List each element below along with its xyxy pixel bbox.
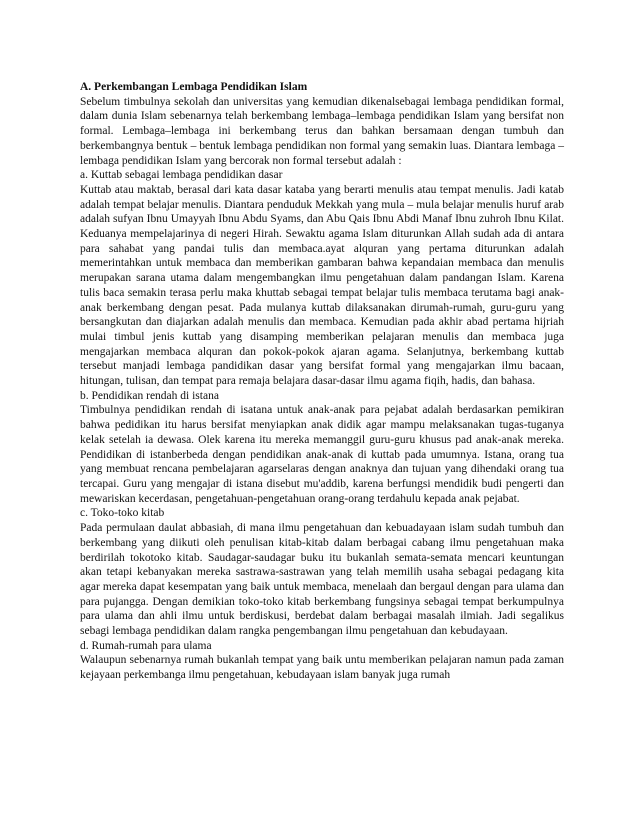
intro-paragraph: Sebelum timbulnya sekolah dan universitas yang kemudian dikenalsebagai lembaga pendidikan formal, dalam dunia Islam sebenarnya telah berkembang lembaga–lembaga pendidikan Islam yang bersifat non formal. Lembaga–lembaga ini berkembang terus dan bahkan bersamaan dengan tumbuh dan berkembangnya bentuk – bentuk lembaga pendidikan non formal yang semakin luas. Diantara lembaga – lembaga pendidikan Islam yang bercorak non formal tersebut adalah : [80,95,564,167]
subsection-title-kuttab: a. Kuttab sebagai lembaga pendidikan dasar [80,169,283,182]
subsection-title-toko-kitab: c. Toko-toko kitab [80,507,165,520]
subsection-body-toko-kitab: Pada permulaan daulat abbasiah, di mana ilmu pengetahuan dan kebuadayaan islam sudah tumbuh dan berkembang yang diikuti oleh penulisan kitab-kitab dalam berbagai cabang ilmu pengetahuan maka berdirilah tokotoko kitab. Saudagar-saudagar buku itu bukanlah semata-semata mencari keuntungan akan tetapi kebanyakan mereka sastrawa-sastrawan yang telah memilih usaha sebagai pedagang kita agar mereka dapat kesempatan yang baik untuk membaca, menelaah dan bergaul dengan para ulama dan para pujangga. Dengan demikian toko-toko kitab berkembang fungsinya sebagai tempat berkumpulnya para ulama dan ahli ilmu untuk berdiskusi, berdebat dalam berbagai masalah ilmiah. Jadi segalikus sebagi lembaga pendidikan dalam rangka pengembangan ilmu pengetahuan dan kebudayaan. [80,522,564,638]
subsection-body-kuttab: Kuttab atau maktab, berasal dari kata dasar kataba yang berarti menulis atau tempat menulis. Jadi katab adalah tempat belajar menulis. Diantara penduduk Mekkah yang mula – mula belajar menulis huruf arab adalah sufyan Ibnu Umayyah Ibnu Abdu Syams, dan Abu Qais Ibnu Abdi Manaf Ibnu zuhroh Ibnu Kilat. Keduanya mempelajarinya di negeri Hirah. Sewaktu agama Islam diturunkan Allah sudah ada di antara para sahabat yang pandai tulis dan membaca.ayat alquran yang pertama diturunkan adalah memerintahkan untuk membaca dan memberikan gambaran bahwa kepandaian membaca dan menulis merupakan sarana utama dalam mengembangkan ilmu pengetahuan dalam pandangan Islam. Karena tulis baca semakin terasa perlu maka khuttab sebagai tempat belajar tulis membaca terutama bagi anak-anak berkembang dengan pesat. Pada mulanya kuttab dilaksanakan dirumah-rumah, guru-guru yang bersangkutan dan diajarkan adalah menulis dan membaca. Kemudian pada akhir abad pertama hijriah mulai timbul jenis kuttab yang disamping memberikan pelajaran menulis dan membaca juga mengajarkan membaca alquran dan pokok-pokok ajaran agama. Selanjutnya, berkembang kuttab tersebut manjadi lembaga pandidikan dasar yang bersifat formal yang mengajarkan ilmu bacaan, hitungan, tulisan, dan tempat para remaja belajara dasar-dasar ilmu agama fiqih, hadis, dan bahasa. [80,183,564,388]
subsection-title-istana: b. Pendidikan rendah di istana [80,389,219,402]
subsection-title-rumah-ulama: d. Rumah-rumah para ulama [80,639,212,652]
section-heading: A. Perkembangan Lembaga Pendidikan Islam [80,81,308,93]
subsection-body-istana: Timbulnya pendidikan rendah di isatana untuk anak-anak para pejabat adalah berdasarkan pemikiran bahwa pedidikan itu harus bersifat menyiapkan anak didik agar mampu melaksanakan tugas-tuganya kelak setelah ia dewasa. Olek karena itu mereka memanggil guru-guru khusus pad anak-anak mereka. Pendidikan di istanberbeda dengan pendidikan anak-anak di kuttab pada umumnya. Istana, orang tua yang membuat rencana pembelajaran agarselaras dengan anaknya dan tujuan yang dihendaki orang tua tercapai. Guru yang mengajar di istana disebut mu'addib, karena berfungsi mendidik budi pengerti dan mewariskan kecerdasan, pengetahuan-pengetahuan orang-orang terdahulu kepada anak pejabat. [80,404,564,505]
document-page [80,80,564,683]
subsection-body-rumah-ulama: Walaupun sebenarnya rumah bukanlah tempat yang baik untu memberikan pelajaran namun pada zaman kejayaan perkembanga ilmu pengetahuan, kebudayaan islam banyak juga rumah [80,654,564,682]
